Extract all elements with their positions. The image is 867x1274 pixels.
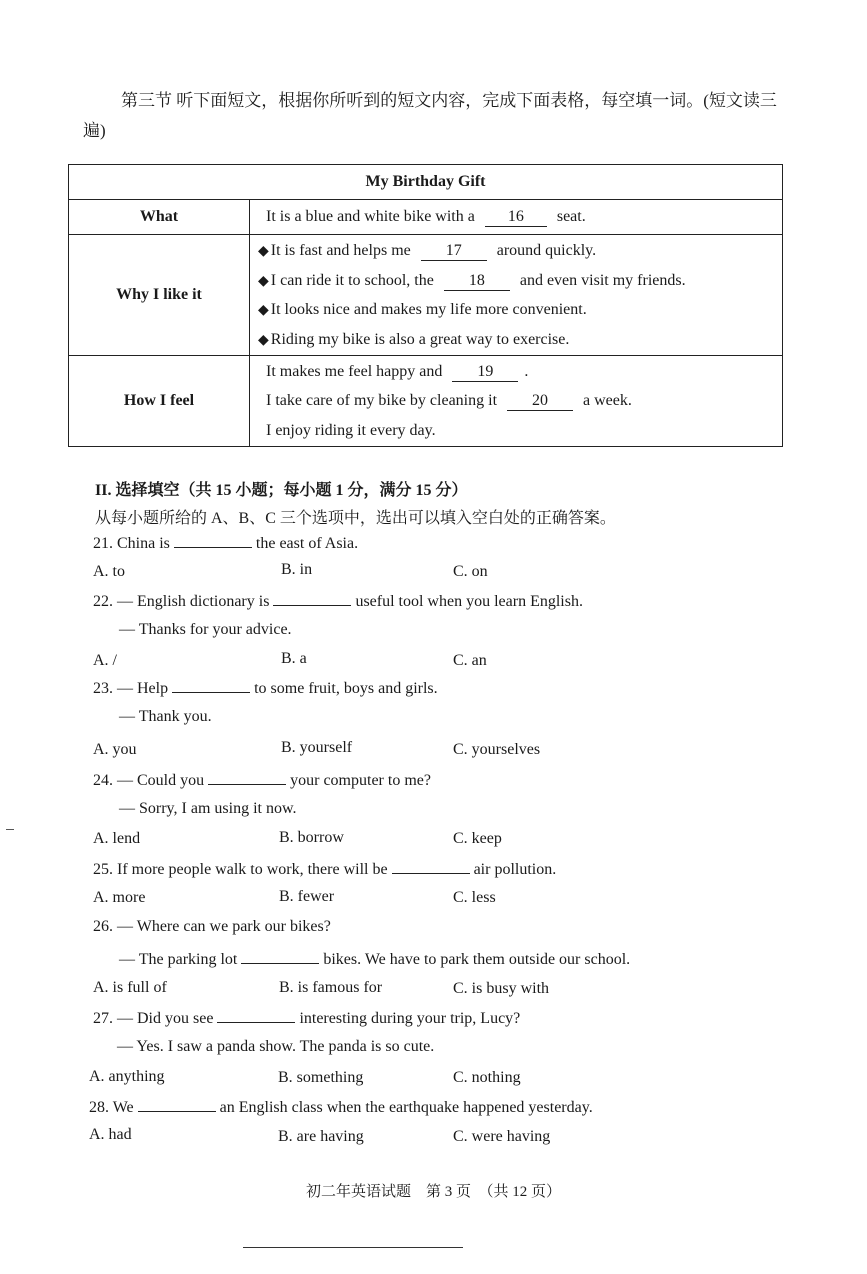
question-23-stem: 23. — Help to some fruit, boys and girls. <box>93 680 438 697</box>
answer-blank[interactable] <box>172 678 250 693</box>
option-26-b[interactable]: B. is famous for <box>279 979 383 996</box>
option-27-b[interactable]: B. something <box>278 1069 364 1086</box>
option-21-c[interactable]: C. on <box>453 563 488 580</box>
option-25-b[interactable]: B. fewer <box>279 888 335 905</box>
answer-blank[interactable] <box>138 1097 216 1112</box>
question-25-stem: 25. If more people walk to work, there will be air pollution. <box>93 861 557 878</box>
row-content-what: It is a blue and white bike with a 16 seat. <box>250 200 783 235</box>
question-26-reply: — The parking lot bikes. We have to park them outside our school. <box>119 951 631 968</box>
birthday-gift-table <box>68 164 783 447</box>
option-28-a[interactable]: A. had <box>89 1126 132 1143</box>
answer-blank[interactable] <box>217 1008 295 1023</box>
page-footer: 初二年英语试题 第 3 页 （共 12 页） <box>305 1184 561 1200</box>
question-24-reply: — Sorry, I am using it now. <box>119 800 297 817</box>
blank-17[interactable]: 17 <box>421 242 487 261</box>
question-27-stem: 27. — Did you see interesting during your trip, Lucy? <box>93 1010 521 1027</box>
footer-divider <box>243 1247 463 1248</box>
answer-blank[interactable] <box>174 533 252 548</box>
option-24-a[interactable]: A. lend <box>93 830 141 847</box>
answer-blank[interactable] <box>241 949 319 964</box>
option-26-c[interactable]: C. is busy with <box>453 980 550 997</box>
option-23-c[interactable]: C. yourselves <box>453 741 541 758</box>
question-27-reply: — Yes. I saw a panda show. The panda is so cute. <box>117 1038 435 1055</box>
question-28-stem: 28. We an English class when the earthquake happened yesterday. <box>89 1099 593 1116</box>
question-24-stem: 24. — Could you your computer to me? <box>93 772 431 789</box>
diamond-bullet-icon: ◆ <box>258 244 269 259</box>
instruction-text: 听下面短文，根据你所听到的短文内容，完成下面表格，每空填一词。(短文读三遍) <box>83 91 777 140</box>
option-24-b[interactable]: B. borrow <box>279 829 344 846</box>
option-28-b[interactable]: B. are having <box>278 1128 364 1145</box>
blank-18[interactable]: 18 <box>444 272 510 291</box>
option-21-a[interactable]: A. to <box>93 563 125 580</box>
question-22-stem: 22. — English dictionary is useful tool when you learn English. <box>93 593 583 610</box>
blank-20[interactable]: 20 <box>507 392 573 411</box>
diamond-bullet-icon: ◆ <box>258 303 269 318</box>
answer-blank[interactable] <box>208 770 286 785</box>
listening-instruction <box>83 86 783 146</box>
answer-blank[interactable] <box>392 859 470 874</box>
diamond-bullet-icon: ◆ <box>258 273 269 289</box>
question-22-reply: — Thanks for your advice. <box>119 621 292 638</box>
section-instruction: 从每小题所给的 A、B、C 三个选项中，选出可以填入空白处的正确答案。 <box>95 510 616 527</box>
option-26-a[interactable]: A. is full of <box>93 979 167 996</box>
answer-blank[interactable] <box>273 591 351 606</box>
question-21-stem: 21. China is the east of Asia. <box>93 535 359 552</box>
row-content-why: ◆ It is fast and helps me 17 around quickly. ◆ I can ride it to school, the 18 and even visit my friends. ◆ It looks nice and makes my life more convenient. ◆ Riding my bike is also a great way to exercise. <box>250 235 783 356</box>
option-25-c[interactable]: C. less <box>453 889 496 906</box>
option-21-b[interactable]: B. in <box>281 561 313 578</box>
option-23-a[interactable]: A. you <box>93 741 137 758</box>
option-27-c[interactable]: C. nothing <box>453 1069 521 1086</box>
section-heading: II. 选择填空（共 15 小题；每小题 1 分，满分 15 分） <box>95 482 468 499</box>
blank-16[interactable]: 16 <box>485 208 547 227</box>
option-24-c[interactable]: C. keep <box>453 830 502 847</box>
question-26-stem: 26. — Where can we park our bikes? <box>93 918 331 935</box>
row-label-how: How I feel <box>69 356 250 447</box>
option-22-a[interactable]: A. / <box>93 652 117 669</box>
section-label: 第三节 <box>121 91 172 110</box>
option-27-a[interactable]: A. anything <box>89 1068 165 1085</box>
option-23-b[interactable]: B. yourself <box>281 739 353 756</box>
blank-19[interactable]: 19 <box>452 363 518 382</box>
margin-mark <box>6 829 14 830</box>
row-label-why: Why I like it <box>69 235 250 356</box>
row-content-how: It makes me feel happy and 19 . I take care of my bike by cleaning it 20 a week. I enjoy riding it every day. <box>250 356 783 447</box>
option-25-a[interactable]: A. more <box>93 889 146 906</box>
table-title: My Birthday Gift <box>69 165 783 200</box>
row-label-what: What <box>69 200 250 235</box>
option-22-c[interactable]: C. an <box>453 652 487 669</box>
question-23-reply: — Thank you. <box>119 708 212 725</box>
option-22-b[interactable]: B. a <box>281 650 307 667</box>
diamond-bullet-icon: ◆ <box>258 332 269 348</box>
option-28-c[interactable]: C. were having <box>453 1128 551 1145</box>
